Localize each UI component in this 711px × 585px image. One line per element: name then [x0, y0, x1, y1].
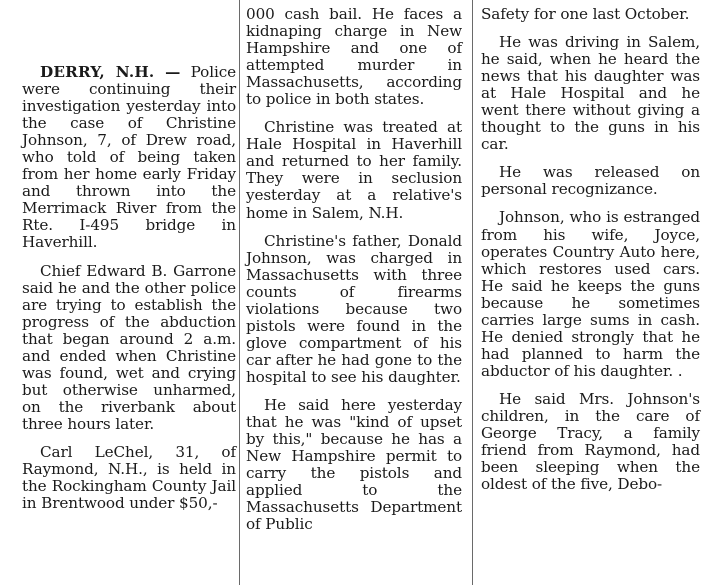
- paragraph: Johnson, who is estranged from his wife, Joyce, operates Country Auto here, which restores used cars. He said he keeps the guns because he sometimes carries large sums in cash. He denied strongly that he had planned to harm the abductor of his daughter. .: [481, 208, 700, 380]
- paragraph: He said Mrs. Johnson's children, in the care of George Tracy, a family friend from Raymond, had been sleeping when the oldest of the five, Debo-: [481, 389, 700, 494]
- article-column-2: [246, 6, 462, 544]
- paragraph: He was released on personal recognizance.: [481, 163, 700, 199]
- article-column-1: [22, 64, 236, 523]
- paragraph: Chief Edward B. Garrone said he and the other police are trying to establish the progress of the abduction that began around 2 a.m. and ended when Christine was found, wet and crying but otherwise unharmed, on the riverbank about three hours later.: [22, 261, 236, 433]
- paragraph: He said here yesterday that he was "kind of upset by this," because he has a New Hampshire permit to carry the pistols and applied to the Massachusetts Department of Public: [246, 395, 462, 534]
- paragraph: 000 cash bail. He faces a kidnaping charge in New Hampshire and one of attempted murder in Massachusetts, according to police in both states.: [246, 5, 462, 109]
- dateline: DERRY, N.H. —: [40, 63, 181, 81]
- paragraph: Christine was treated at Hale Hospital in Haverhill and returned to her family. They were in seclusion yesterday at a relative's home in Salem, N.H.: [246, 118, 462, 222]
- paragraph: Carl LeChel, 31, of Raymond, N.H., is held in the Rockingham County Jail in Brentwood under $50,-: [22, 442, 236, 513]
- paragraph: He was driving in Salem, he said, when he heard the news that his daughter was at Hale Hospital and he went there without giving a thought to the guns in his car.: [481, 33, 700, 154]
- paragraph: Christine's father, Donald Johnson, was charged in Massachusetts with three counts of firearms violations because two pistols were found in the glove compartment of his car after he had gone to the hospital to see his daughter.: [246, 231, 462, 386]
- paragraph: [22, 64, 236, 252]
- paragraph: Safety for one last October.: [481, 5, 690, 23]
- column-rule: [472, 0, 473, 585]
- lead-text: Police were continuing their investigation yesterday into the case of Christine Johnson, 7, of Drew road, who told of being taken from her home early Friday and thrown into the Merrimack River from the Rte. I-495 bridge in Haverhill.: [22, 63, 236, 252]
- column-rule: [239, 0, 240, 585]
- article-column-3: [481, 6, 700, 504]
